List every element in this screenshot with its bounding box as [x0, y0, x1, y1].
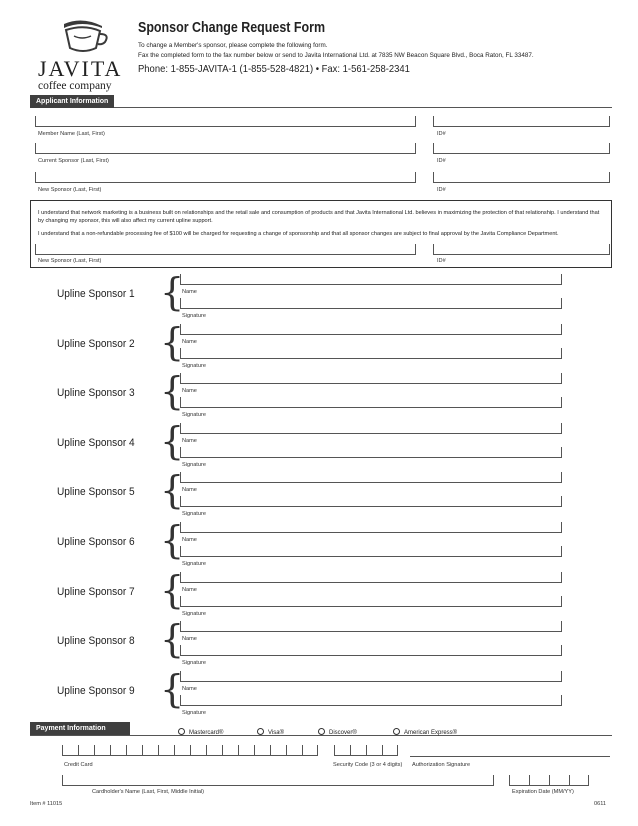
phone-fax-line: Phone: 1-855-JAVITA-1 (1-855-528-4821) • Fax: 1-561-258-2341: [138, 63, 410, 75]
acknowledgement-box: [30, 200, 612, 268]
upline-signature-field[interactable]: [180, 496, 562, 507]
digit-divider: [222, 745, 223, 755]
digit-divider: [350, 745, 351, 755]
digit-divider: [317, 745, 318, 755]
digit-divider: [509, 775, 510, 785]
digit-divider: [588, 775, 589, 785]
digit-divider: [142, 745, 143, 755]
digit-divider: [206, 745, 207, 755]
upline-signature-label: Signature: [182, 660, 206, 666]
amex-option[interactable]: American Express®: [393, 728, 457, 736]
upline-sponsor-title: Upline Sponsor 9: [57, 685, 135, 697]
payment-section-label: Payment Information: [30, 722, 130, 735]
upline-signature-field[interactable]: [180, 546, 562, 557]
new-sponsor-id-field[interactable]: [433, 172, 610, 183]
coffee-cup-icon: [58, 18, 110, 56]
upline-signature-field[interactable]: [180, 397, 562, 408]
upline-signature-field[interactable]: [180, 348, 562, 359]
radio-circle-icon[interactable]: [178, 728, 185, 735]
brand-tagline: coffee company: [38, 80, 112, 92]
digit-divider: [190, 745, 191, 755]
credit-card-label: Credit Card: [64, 762, 93, 768]
digit-divider: [126, 745, 127, 755]
authorization-signature-label: Authorization Signature: [412, 762, 471, 768]
radio-circle-icon[interactable]: [318, 728, 325, 735]
confirm-new-sponsor-id-field[interactable]: [433, 244, 610, 255]
digit-divider: [397, 745, 398, 755]
upline-sponsor-title: Upline Sponsor 8: [57, 635, 135, 647]
current-sponsor-id-label: ID#: [437, 158, 446, 164]
confirm-new-sponsor-label: New Sponsor (Last, First): [38, 258, 102, 264]
payment-section-bar: [30, 722, 138, 735]
upline-signature-label: Signature: [182, 462, 206, 468]
upline-signature-label: Signature: [182, 511, 206, 517]
credit-card-number-field[interactable]: [62, 746, 318, 756]
upline-sponsor-title: Upline Sponsor 7: [57, 586, 135, 598]
item-number: Item # 11015: [30, 801, 63, 807]
security-code-label: Security Code (3 or 4 digits): [333, 762, 403, 768]
upline-name-field[interactable]: [180, 324, 562, 335]
digit-divider: [382, 745, 383, 755]
authorization-signature-field[interactable]: [410, 756, 610, 757]
member-id-label: ID#: [437, 131, 446, 137]
digit-divider: [549, 775, 550, 785]
digit-divider: [254, 745, 255, 755]
upline-sponsor-title: Upline Sponsor 2: [57, 338, 135, 350]
brace-icon: {: [160, 369, 185, 413]
upline-sponsor-title: Upline Sponsor 3: [57, 387, 135, 399]
upline-sponsor-title: Upline Sponsor 5: [57, 486, 135, 498]
digit-divider: [174, 745, 175, 755]
instructions: [138, 41, 534, 60]
digit-divider: [62, 745, 63, 755]
radio-circle-icon[interactable]: [257, 728, 264, 735]
upline-name-label: Name: [182, 339, 197, 345]
instruction-line-2: Fax the completed form to the fax number below or send to Javita International Ltd. at 7835 NW Beacon Square Blvd., Boca Raton, FL 33487.: [138, 51, 534, 59]
confirm-new-sponsor-field[interactable]: [35, 244, 416, 255]
upline-signature-label: Signature: [182, 561, 206, 567]
current-sponsor-id-field[interactable]: [433, 143, 610, 154]
brace-icon: {: [160, 419, 185, 463]
upline-signature-label: Signature: [182, 363, 206, 369]
instruction-line-1: To change a Member's sponsor, please complete the following form.: [138, 42, 328, 49]
member-name-field[interactable]: [35, 116, 416, 127]
brace-icon: {: [160, 617, 185, 661]
brand-name: JAVITA: [38, 56, 123, 81]
radio-circle-icon[interactable]: [393, 728, 400, 735]
brace-icon: {: [160, 518, 185, 562]
digit-divider: [238, 745, 239, 755]
upline-sponsor-title: Upline Sponsor 1: [57, 288, 135, 300]
brace-icon: {: [160, 568, 185, 612]
upline-name-label: Name: [182, 289, 197, 295]
upline-sponsor-title: Upline Sponsor 4: [57, 437, 135, 449]
upline-signature-label: Signature: [182, 313, 206, 319]
upline-name-label: Name: [182, 537, 197, 543]
digit-divider: [158, 745, 159, 755]
discover-option[interactable]: Discover®: [318, 728, 357, 736]
acknowledgement-text-2: I understand that a non-refundable processing fee of $100 will be charged for requesting a change of sponsorship and that all sponsor changes are subject to final approval by the Javita Compliance Department.: [38, 231, 559, 237]
upline-name-field[interactable]: [180, 671, 562, 682]
upline-signature-label: Signature: [182, 412, 206, 418]
brace-icon: {: [160, 468, 185, 512]
digit-divider: [569, 775, 570, 785]
digit-divider: [270, 745, 271, 755]
brace-icon: {: [160, 270, 185, 314]
digit-divider: [286, 745, 287, 755]
upline-signature-field[interactable]: [180, 596, 562, 607]
upline-name-field[interactable]: [180, 522, 562, 533]
upline-name-label: Name: [182, 587, 197, 593]
brace-icon: {: [160, 667, 185, 711]
upline-signature-field[interactable]: [180, 645, 562, 656]
upline-name-label: Name: [182, 636, 197, 642]
expiration-date-field[interactable]: [509, 776, 589, 786]
expiration-date-label: Expiration Date (MM/YY): [512, 789, 574, 795]
upline-name-field[interactable]: [180, 423, 562, 434]
mastercard-option[interactable]: Mastercard®: [178, 728, 223, 736]
page-title: Sponsor Change Request Form: [138, 20, 326, 36]
member-name-label: Member Name (Last, First): [38, 131, 105, 137]
upline-signature-field[interactable]: [180, 695, 562, 706]
upline-name-field[interactable]: [180, 621, 562, 632]
upline-name-field[interactable]: [180, 572, 562, 583]
current-sponsor-field[interactable]: [35, 143, 416, 154]
security-code-field[interactable]: [334, 746, 398, 756]
confirm-new-sponsor-id-label: ID#: [437, 258, 446, 264]
upline-name-field[interactable]: [180, 274, 562, 285]
digit-divider: [366, 745, 367, 755]
brace-icon: {: [160, 320, 185, 364]
digit-divider: [110, 745, 111, 755]
new-sponsor-label: New Sponsor (Last, First): [38, 187, 102, 193]
upline-name-label: Name: [182, 438, 197, 444]
upline-sponsor-title: Upline Sponsor 6: [57, 536, 135, 548]
cardholder-name-field[interactable]: [62, 775, 494, 786]
upline-name-label: Name: [182, 686, 197, 692]
upline-signature-label: Signature: [182, 611, 206, 617]
member-id-field[interactable]: [433, 116, 610, 127]
digit-divider: [94, 745, 95, 755]
digit-divider: [302, 745, 303, 755]
upline-name-label: Name: [182, 487, 197, 493]
acknowledgement-text-1: I understand that network marketing is a business built on relationships and the retail sale and consumption of products and that Javita International Ltd. believes in maximizing the protection of that relationship. I understand that by changing my sponsor, this will also affect my current upline support.: [38, 210, 600, 224]
upline-name-field[interactable]: [180, 472, 562, 483]
form-code: 0611: [594, 801, 607, 807]
new-sponsor-id-label: ID#: [437, 187, 446, 193]
applicant-section-bar: [30, 95, 612, 108]
visa-option[interactable]: Visa®: [257, 728, 284, 736]
cardholder-name-label: Cardholder's Name (Last, First, Middle Initial): [92, 789, 205, 795]
upline-name-field[interactable]: [180, 373, 562, 384]
upline-name-label: Name: [182, 388, 197, 394]
applicant-section-label: Applicant Information: [30, 95, 114, 108]
upline-signature-label: Signature: [182, 710, 206, 716]
upline-signature-field[interactable]: [180, 298, 562, 309]
digit-divider: [529, 775, 530, 785]
current-sponsor-label: Current Sponsor (Last, First): [38, 158, 109, 164]
digit-divider: [334, 745, 335, 755]
upline-signature-field[interactable]: [180, 447, 562, 458]
digit-divider: [78, 745, 79, 755]
new-sponsor-field[interactable]: [35, 172, 416, 183]
